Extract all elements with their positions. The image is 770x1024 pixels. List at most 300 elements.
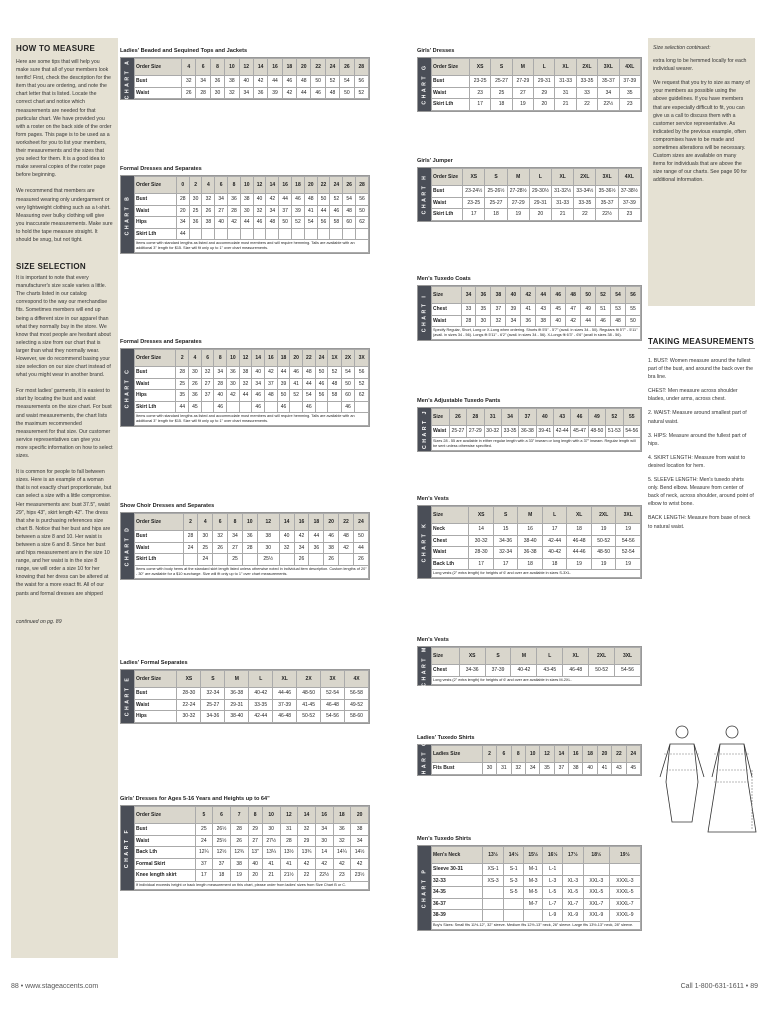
table-cell: 46: [596, 315, 611, 327]
table-cell: 28: [280, 835, 298, 847]
table-cell: 25: [228, 554, 243, 566]
row-header-cell: Back Lth: [135, 847, 196, 859]
table-cell: 24: [183, 542, 198, 554]
chart-p-tab: CHART P: [418, 846, 431, 930]
row-header-cell: Bust: [135, 531, 184, 543]
table-cell: 46: [277, 401, 290, 413]
table-cell: 18: [567, 524, 592, 536]
table-cell: 12: [239, 350, 252, 367]
table-cell: 39: [292, 205, 305, 217]
table-cell: 48: [266, 217, 279, 229]
row-header-cell: Hips: [135, 217, 177, 229]
table-cell: 4: [182, 59, 196, 76]
row-header-cell: Chest: [432, 535, 469, 547]
table-cell: 18: [213, 870, 231, 882]
table-cell: 48: [297, 76, 311, 88]
table-cell: 23: [469, 87, 490, 99]
table-cell: 40: [248, 858, 262, 870]
table-cell: 20: [534, 99, 555, 111]
how-to-measure-text: Here are some tips that will help you make sure that all of your members look terrific! First, check the description for the item that you are ordering, and note the chart letter that is listed. Locate the correct chart and notice which measurements are needed for that particular chart. We have provided you with a roster on the back side of the order form pages. This page is to be used as a worksheet for you to list your members, their measurements and the sizes that you select for them. It is a good idea to make several copies of the roster page before beginning.: [16, 59, 112, 179]
row-header-cell: 38-39: [432, 910, 483, 922]
table-cell: 2XL: [591, 507, 616, 524]
table-cell: 50: [341, 378, 354, 390]
table-cell: 3XL: [596, 169, 618, 186]
table-cell: 4: [202, 177, 215, 194]
table-cell: 26: [343, 177, 356, 194]
table-cell: 38: [491, 287, 506, 304]
table-cell: 22½: [596, 209, 618, 221]
chart-g-table: [431, 58, 641, 111]
table-cell: 30: [189, 194, 202, 206]
table-cell: 8: [511, 746, 525, 763]
chart-o: [417, 735, 642, 781]
table-row: [135, 228, 369, 240]
table-cell: 2: [176, 350, 189, 367]
table-cell: 3X: [321, 671, 345, 688]
table-cell: [202, 228, 215, 240]
table-cell: 49: [581, 304, 596, 316]
table-cell: 29-31: [529, 197, 551, 209]
table-cell: [317, 228, 330, 240]
footer-left: 88 • www.stageaccents.com: [11, 983, 99, 990]
table-cell: 46: [252, 390, 265, 402]
table-cell: 35: [619, 87, 640, 99]
table-cell: [339, 554, 354, 566]
table-row: [432, 665, 641, 677]
table-cell: [290, 401, 303, 413]
table-cell: 46: [303, 401, 316, 413]
table-cell: 56: [317, 217, 330, 229]
table-row: [432, 875, 641, 887]
table-cell: 49: [588, 409, 605, 426]
table-cell: 38: [257, 531, 279, 543]
table-cell: 32: [298, 824, 316, 836]
table-row: [432, 746, 641, 763]
table-cell: 44: [268, 76, 282, 88]
table-cell: 27-29: [507, 197, 529, 209]
table-cell: 55: [623, 409, 640, 426]
table-cell: 29-31: [225, 699, 249, 711]
chart-o-table: [431, 745, 641, 775]
table-cell: 14: [266, 177, 279, 194]
table-cell: [523, 910, 543, 922]
table-cell: 32: [213, 531, 228, 543]
chart-note: Boy's Sizes: Small fits 11½-12", 32" sleeve. Medium fits 12½-13" neck, 26" sleeve. Large fits 13½-13" neck, 28" sleeve.: [432, 921, 641, 929]
chart-note-row: [432, 570, 641, 578]
taking-measurements-list: [648, 357, 755, 531]
row-header-cell: Order Size: [135, 807, 196, 824]
table-cell: 16½: [543, 847, 563, 864]
table-cell: 18: [277, 350, 290, 367]
table-cell: [356, 228, 369, 240]
table-cell: XS: [469, 507, 494, 524]
chart-note-row: [135, 881, 369, 889]
table-cell: M-7: [523, 898, 543, 910]
table-cell: 42-44: [249, 711, 273, 723]
row-header-cell: Size: [432, 409, 450, 426]
chart-k: [417, 496, 642, 579]
table-cell: 33: [576, 87, 597, 99]
table-cell: 6: [201, 350, 214, 367]
table-cell: 37-39: [618, 197, 640, 209]
table-row: [432, 197, 641, 209]
row-header-cell: Size: [432, 648, 460, 665]
table-cell: 36: [227, 367, 240, 379]
size-selection-text-3: It is common for people to fall between sizes. Here is an example of a woman that is not exactly chart proportionate, but can select a size with a little compromise. Her measurements are: bust 37.5", waist 29", hips 43", skirt length 42". The dress that she is purchasing references size chart B. Notice that her bust and hips are between a size 8 and 10. Her waist is between a size 6 and 8. Since her bust and hips measurement are in the size 10 range, and her waist is in the size 8 range, we will order a size 10 for her knowing that her dress can be altered at the waist for a more exact fit. All of our pants and formal dresses are shipped: [16, 469, 112, 597]
table-cell: 25-27: [201, 699, 225, 711]
table-cell: 45: [626, 763, 640, 775]
table-cell: 25-27: [491, 76, 512, 88]
row-header-cell: Skirt Lth: [135, 554, 184, 566]
table-cell: 30: [227, 378, 240, 390]
table-cell: 25-26½: [485, 186, 507, 198]
table-cell: [265, 401, 278, 413]
chart-note-row: [135, 240, 369, 253]
table-cell: L: [529, 169, 551, 186]
row-header-cell: Bust: [135, 688, 177, 700]
table-cell: 36: [189, 390, 202, 402]
table-cell: 40: [214, 390, 227, 402]
table-cell: [239, 401, 252, 413]
chart-b-tab: CHART B: [121, 176, 134, 253]
chart-i-title: Men's Tuxedo Coats: [417, 276, 471, 282]
table-cell: 22: [317, 177, 330, 194]
table-cell: 52-54: [321, 688, 345, 700]
table-cell: 40: [536, 409, 553, 426]
chart-i-tab: CHART I: [418, 286, 431, 340]
table-cell: 38-40: [225, 711, 249, 723]
table-cell: 25½: [213, 835, 231, 847]
table-cell: 47: [566, 304, 581, 316]
taking-measurements-heading: TAKING MEASUREMENTS: [648, 337, 755, 349]
table-cell: XL-3: [562, 875, 583, 887]
table-cell: [228, 228, 241, 240]
chart-h-title: Girls' Jumper: [417, 158, 453, 164]
table-row: [432, 409, 641, 426]
table-cell: 37: [213, 858, 231, 870]
table-row: [432, 186, 641, 198]
table-cell: 44: [303, 378, 316, 390]
table-cell: 20: [176, 205, 189, 217]
table-cell: L-9: [543, 910, 563, 922]
table-cell: 15: [493, 524, 518, 536]
table-cell: XL: [563, 648, 589, 665]
table-cell: 27: [248, 835, 262, 847]
table-cell: 38: [324, 542, 339, 554]
table-cell: 50: [315, 367, 328, 379]
table-cell: 34: [294, 542, 309, 554]
table-cell: 27: [201, 378, 214, 390]
table-cell: 40: [239, 76, 253, 88]
table-cell: 21: [552, 209, 574, 221]
table-cell: 40-42: [511, 665, 537, 677]
table-cell: 43: [612, 763, 626, 775]
table-cell: 56: [356, 194, 369, 206]
table-cell: 4: [198, 514, 213, 531]
table-cell: 2: [183, 514, 198, 531]
table-cell: 17: [195, 870, 213, 882]
table-row: [135, 205, 369, 217]
table-cell: 52: [596, 287, 611, 304]
table-cell: 44: [297, 87, 311, 99]
table-cell: 50-52: [297, 711, 321, 723]
chart-note-row: [432, 921, 641, 929]
table-cell: 46: [252, 401, 265, 413]
chart-p-title: Men's Tuxedo Shirts: [417, 836, 472, 842]
table-cell: 39: [268, 87, 282, 99]
chart-c-table: [134, 349, 369, 426]
table-cell: 40-42: [249, 688, 273, 700]
table-cell: 36-38: [518, 547, 543, 559]
table-cell: 46-48: [273, 711, 297, 723]
row-header-cell: Waist: [135, 378, 176, 390]
table-row: [135, 59, 369, 76]
table-cell: 54: [611, 287, 626, 304]
table-cell: 27-28½: [507, 186, 529, 198]
table-row: [432, 864, 641, 876]
table-cell: 22: [298, 870, 316, 882]
table-cell: 38: [230, 858, 248, 870]
table-cell: 30: [210, 87, 224, 99]
table-cell: 38-40: [518, 535, 543, 547]
table-cell: L-1: [543, 864, 563, 876]
chart-m-title: Men's Vests: [417, 637, 449, 643]
table-cell: 55: [626, 304, 641, 316]
table-cell: 33-35: [574, 197, 596, 209]
table-cell: 29: [248, 824, 262, 836]
table-cell: 26: [202, 205, 215, 217]
chart-h-table: [431, 168, 641, 221]
table-row: [135, 217, 369, 229]
table-row: [135, 847, 369, 859]
row-header-cell: Skirt Lth: [432, 209, 463, 221]
table-cell: 28: [196, 87, 210, 99]
table-cell: 50: [581, 287, 596, 304]
table-cell: 39: [277, 378, 290, 390]
table-cell: XL-9: [562, 910, 583, 922]
table-cell: 20: [297, 59, 311, 76]
table-cell: 10: [227, 350, 240, 367]
table-cell: XS: [177, 671, 201, 688]
table-row: [432, 847, 641, 864]
table-cell: 46: [551, 287, 566, 304]
table-cell: 51-53: [606, 426, 623, 438]
table-cell: 14: [252, 350, 265, 367]
table-cell: 21: [262, 870, 280, 882]
chart-b-title: Formal Dresses and Separates: [120, 166, 202, 172]
table-cell: 34: [598, 87, 619, 99]
custom-sizes-text: We request that you try to size as many of your members as possible using the above guidelines. If you have members that are especially difficult to fit, you can give us a call to discuss them with a customer service representative. As indicated by the previous example, often compromises have to be made and sometimes alterations will be necessary. Custom sizes are available on many items for individuals that are above the size range of our charts. See page 90 for additional information.: [653, 80, 750, 184]
row-header-cell: Chest: [432, 304, 462, 316]
measurement-figures-illustration: [652, 722, 762, 842]
table-cell: 30: [189, 367, 202, 379]
table-cell: 37-38½: [618, 186, 640, 198]
chart-o-tab: CHART O: [418, 745, 431, 775]
table-cell: 18: [282, 59, 296, 76]
row-header-cell: Waist: [432, 547, 469, 559]
table-cell: 14¼: [333, 847, 351, 859]
table-cell: 42: [351, 858, 369, 870]
table-cell: 54: [340, 76, 354, 88]
table-cell: 18: [542, 558, 567, 570]
table-cell: 34: [315, 824, 333, 836]
table-cell: 52: [325, 76, 339, 88]
table-cell: XXXL-5: [609, 887, 640, 899]
size-selection-text: It is important to note that every manufacturer's size scale varies a little. The charts listed in our catalog correspond to the way our merchandise fits. Sometimes members will end up being a different size in our apparel than what they normally buy in the store. We know that most people are hesitant about selecting a size from our chart that is larger than what they normally wear. However, we do recommend basing your size selection on our size chart instead of what you might wear in another brand.: [16, 275, 111, 379]
table-row: [135, 835, 369, 847]
table-cell: 17½: [562, 847, 583, 864]
table-cell: 19: [230, 870, 248, 882]
table-cell: 44: [581, 315, 596, 327]
size-selection-continued-title: Size selection continued:: [653, 45, 711, 51]
table-cell: 24: [626, 746, 640, 763]
table-cell: 60: [341, 390, 354, 402]
table-cell: [304, 228, 317, 240]
table-row: [432, 315, 641, 327]
chart-g: [417, 48, 642, 112]
row-header-cell: Bust: [135, 824, 196, 836]
table-cell: 37: [554, 763, 568, 775]
table-cell: 13¾: [298, 847, 316, 859]
table-cell: XL: [273, 671, 297, 688]
table-cell: 40: [583, 763, 597, 775]
table-cell: XXXL-9: [609, 910, 640, 922]
table-cell: 36: [253, 87, 267, 99]
table-cell: 34: [351, 835, 369, 847]
table-cell: 54: [303, 390, 316, 402]
table-cell: 34-36: [459, 665, 485, 677]
table-cell: 38: [351, 824, 369, 836]
table-cell: 48-50: [588, 426, 605, 438]
table-cell: XL-7: [562, 898, 583, 910]
table-cell: 42-44: [554, 426, 571, 438]
table-cell: [609, 864, 640, 876]
table-cell: 56: [354, 76, 368, 88]
chart-m-tab: CHART M: [418, 647, 431, 685]
table-cell: 42: [339, 542, 354, 554]
table-cell: 14½: [504, 847, 524, 864]
table-cell: 29-30½: [529, 186, 551, 198]
table-cell: 12¼: [195, 847, 213, 859]
table-cell: 2X: [297, 671, 321, 688]
how-to-measure-heading: HOW TO MEASURE: [16, 44, 96, 53]
chart-c-title: Formal Dresses and Separates: [120, 339, 202, 345]
table-cell: [242, 554, 257, 566]
table-cell: 48-50: [297, 688, 321, 700]
table-row: [135, 378, 369, 390]
table-cell: [315, 401, 328, 413]
table-cell: XXL-9: [583, 910, 609, 922]
table-cell: 22-24: [177, 699, 201, 711]
chart-a-tab: CHART A: [121, 58, 134, 99]
table-cell: 28: [214, 378, 227, 390]
table-cell: 32: [239, 378, 252, 390]
table-cell: 4: [189, 350, 202, 367]
table-cell: 51: [596, 304, 611, 316]
chart-e-table: [134, 670, 369, 723]
table-cell: 24: [325, 59, 339, 76]
table-cell: [279, 554, 294, 566]
chart-note: Items come with body hems at the standard skirt length listed unless otherwise noted in individual item description. Custom lengths of 20" - 30" are available for a $10 surcharge. Size will fit only up to 1" over chart measurements.: [135, 565, 369, 578]
row-header-cell: 32-33: [432, 875, 483, 887]
table-cell: 27-29: [467, 426, 484, 438]
measurement-instruction: BACK LENGTH: Measure from base of neck to natural waist.: [648, 515, 751, 530]
table-cell: M: [518, 507, 543, 524]
table-cell: 36: [228, 194, 241, 206]
table-cell: 34: [266, 205, 279, 217]
table-cell: 30-32: [177, 711, 201, 723]
table-cell: 54-56: [615, 665, 641, 677]
table-row: [432, 304, 641, 316]
chart-c: [120, 339, 370, 427]
table-cell: 53: [611, 304, 626, 316]
table-cell: 25-27: [485, 197, 507, 209]
table-cell: 44-46: [273, 688, 297, 700]
chart-k-title: Men's Vests: [417, 496, 449, 502]
table-cell: 44: [279, 194, 292, 206]
table-row: [135, 699, 369, 711]
table-cell: 41: [280, 858, 298, 870]
right-sidebar: [648, 38, 755, 306]
table-cell: 10: [262, 807, 280, 824]
row-header-cell: Waist: [135, 699, 177, 711]
table-cell: 32-34: [493, 547, 518, 559]
table-row: [135, 711, 369, 723]
table-cell: 37-39: [273, 699, 297, 711]
table-cell: 49-52: [345, 699, 369, 711]
table-cell: 48: [304, 194, 317, 206]
table-row: [135, 542, 369, 554]
table-cell: 18: [309, 514, 324, 531]
table-cell: 40: [551, 315, 566, 327]
row-header-cell: Order Size: [135, 350, 176, 367]
table-cell: 48: [303, 367, 316, 379]
table-cell: S: [491, 59, 512, 76]
chart-f-table: [134, 806, 369, 890]
table-cell: 44: [277, 367, 290, 379]
row-header-cell: Knee length skirt: [135, 870, 196, 882]
table-cell: 8: [214, 350, 227, 367]
measurement-instruction: 1. BUST: Women measure around the fullest part of the bust, and around the back over the bra line.: [648, 358, 753, 381]
table-cell: 32: [511, 763, 525, 775]
table-cell: 26: [353, 554, 368, 566]
table-cell: S-3: [504, 875, 524, 887]
table-cell: 6: [213, 514, 228, 531]
table-cell: 42: [282, 87, 296, 99]
table-cell: 50: [340, 87, 354, 99]
table-cell: 28: [183, 531, 198, 543]
table-cell: 32: [279, 542, 294, 554]
table-cell: 19: [591, 524, 616, 536]
chart-p: [417, 836, 642, 931]
table-cell: 31: [497, 763, 511, 775]
chart-b-table: [134, 176, 369, 253]
table-cell: 46: [214, 401, 227, 413]
chart-i: [417, 276, 642, 341]
table-cell: 25-27: [449, 426, 466, 438]
chart-e-tab: CHART E: [121, 670, 134, 723]
table-cell: 54-56: [616, 535, 641, 547]
table-cell: 32: [491, 315, 506, 327]
table-cell: 26: [182, 87, 196, 99]
table-cell: 31: [280, 824, 298, 836]
row-header-cell: Hips: [135, 711, 177, 723]
table-cell: 54: [304, 217, 317, 229]
table-cell: S: [201, 671, 225, 688]
table-row: [135, 514, 369, 531]
table-cell: 36-38: [519, 426, 536, 438]
chart-k-table: [431, 506, 641, 578]
